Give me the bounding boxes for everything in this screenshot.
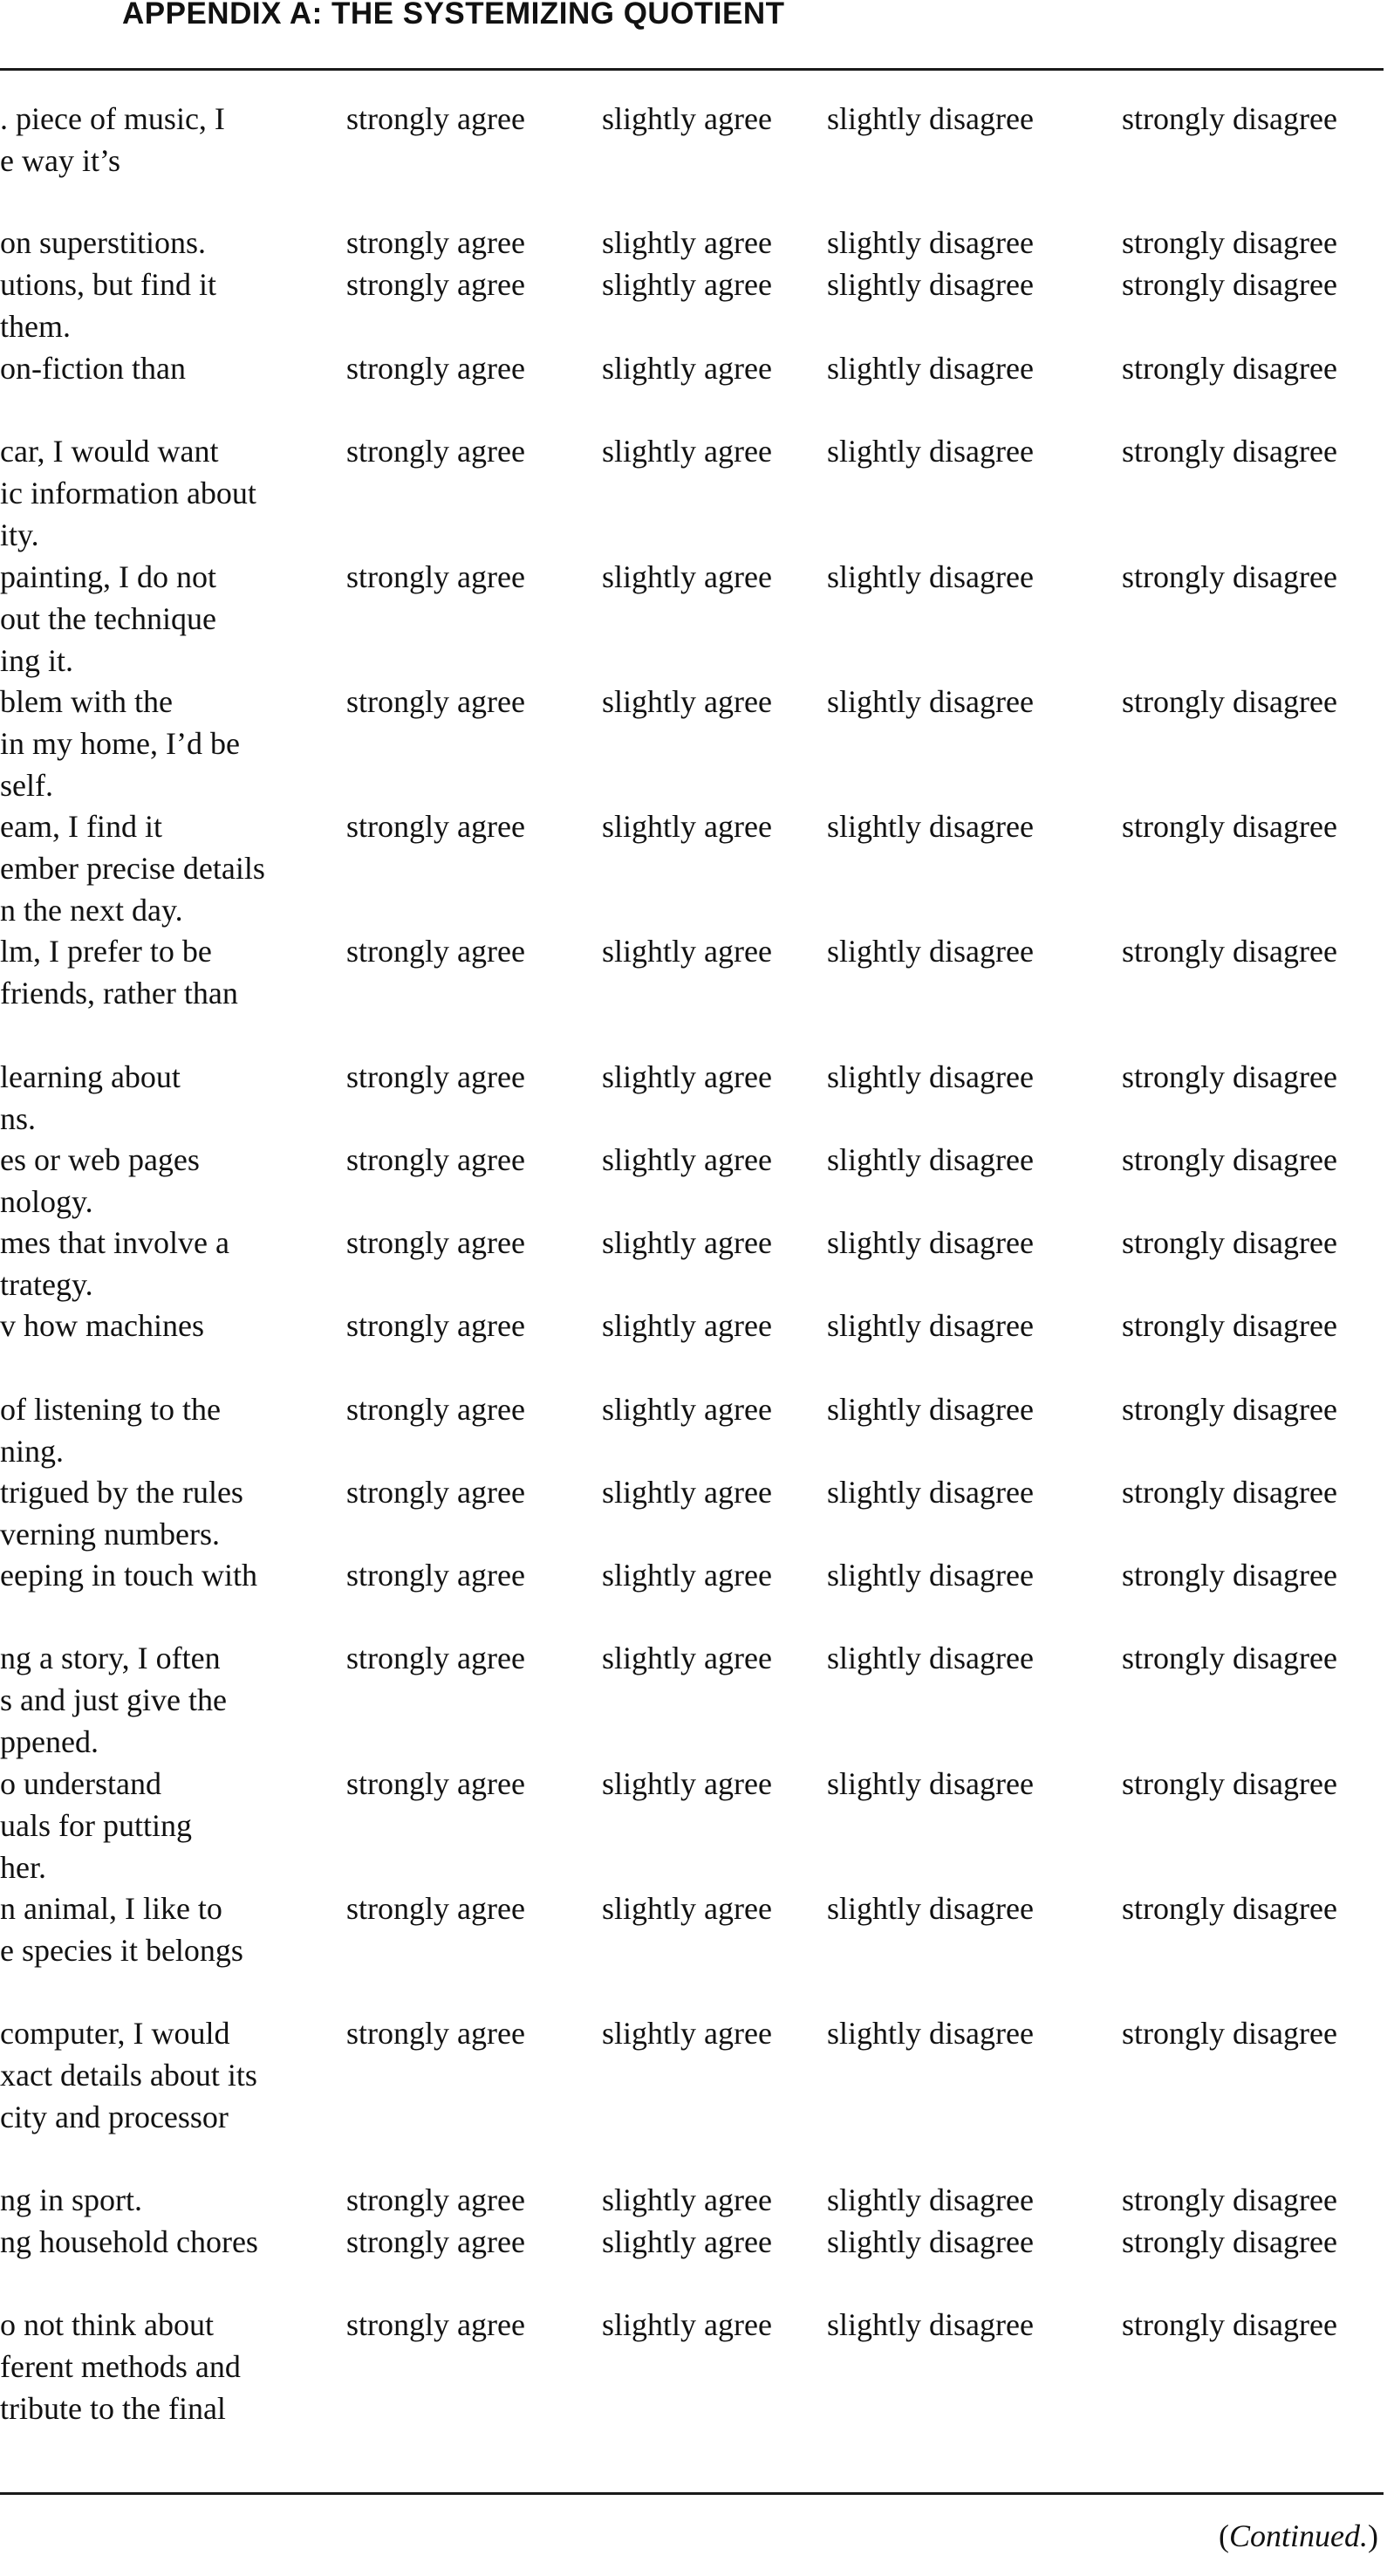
question-line: n animal, I like to xyxy=(0,1891,222,1926)
response-option[interactable]: strongly agree xyxy=(346,559,525,594)
question-text xyxy=(0,264,216,347)
question-line: verning numbers. xyxy=(0,1517,220,1552)
question-line: uals for putting xyxy=(0,1808,192,1843)
response-option[interactable]: slightly disagree xyxy=(827,1641,1034,1675)
question-line: eeping in touch with xyxy=(0,1558,257,1593)
response-option[interactable]: strongly disagree xyxy=(1122,1392,1337,1427)
response-option[interactable]: strongly agree xyxy=(346,2016,525,2051)
response-option[interactable]: slightly agree xyxy=(602,2182,772,2217)
question-text xyxy=(0,1763,192,1888)
response-option[interactable]: strongly disagree xyxy=(1122,1225,1337,1260)
response-option[interactable]: strongly agree xyxy=(346,1308,525,1343)
response-option[interactable]: slightly agree xyxy=(602,1308,772,1343)
response-option[interactable]: slightly disagree xyxy=(827,1142,1034,1177)
question-line: s and just give the xyxy=(0,1682,227,1717)
question-text xyxy=(0,681,240,806)
question-line: eam, I find it xyxy=(0,809,162,844)
response-option[interactable]: slightly agree xyxy=(602,1766,772,1801)
response-option[interactable]: slightly agree xyxy=(602,684,772,719)
question-line: them. xyxy=(0,309,71,344)
response-option[interactable]: strongly disagree xyxy=(1122,1142,1337,1177)
response-option[interactable]: slightly agree xyxy=(602,101,772,136)
response-option[interactable]: slightly agree xyxy=(602,2016,772,2051)
question-line: ng in sport. xyxy=(0,2182,143,2217)
question-text xyxy=(0,98,225,182)
response-option[interactable]: strongly disagree xyxy=(1122,2307,1337,2342)
question-line: trigued by the rules xyxy=(0,1475,243,1510)
question-line: v how machines xyxy=(0,1308,204,1343)
response-option[interactable]: strongly disagree xyxy=(1122,2016,1337,2051)
question-line: e species it belongs xyxy=(0,1933,243,1968)
response-option[interactable]: slightly agree xyxy=(602,434,772,469)
response-option[interactable]: slightly agree xyxy=(602,1059,772,1094)
question-text xyxy=(0,1887,243,1971)
response-option[interactable]: strongly disagree xyxy=(1122,1308,1337,1343)
response-option[interactable]: slightly agree xyxy=(602,1225,772,1260)
question-line: lm, I prefer to be xyxy=(0,934,212,969)
question-line: on-fiction than xyxy=(0,351,186,386)
question-text xyxy=(0,2304,241,2429)
response-option[interactable]: slightly disagree xyxy=(827,1392,1034,1427)
response-option[interactable]: slightly disagree xyxy=(827,225,1034,260)
question-line: her. xyxy=(0,1850,46,1885)
question-line: mes that involve a xyxy=(0,1225,229,1260)
question-text xyxy=(0,1388,221,1472)
question-text xyxy=(0,1222,229,1305)
response-option[interactable]: strongly agree xyxy=(346,809,525,844)
response-option[interactable]: strongly agree xyxy=(346,1059,525,1094)
response-option[interactable]: slightly disagree xyxy=(827,1891,1034,1926)
response-option[interactable]: strongly disagree xyxy=(1122,351,1337,386)
question-line: painting, I do not xyxy=(0,559,216,594)
response-option[interactable]: strongly disagree xyxy=(1122,267,1337,302)
response-option[interactable]: slightly disagree xyxy=(827,559,1034,594)
response-option[interactable]: strongly agree xyxy=(346,434,525,469)
response-option[interactable]: slightly agree xyxy=(602,2224,772,2259)
question-text xyxy=(0,1056,181,1140)
question-line: tribute to the final xyxy=(0,2391,226,2426)
response-option[interactable]: slightly disagree xyxy=(827,1059,1034,1094)
question-text xyxy=(0,930,238,1014)
response-option[interactable]: slightly disagree xyxy=(827,2307,1034,2342)
question-line: ppened. xyxy=(0,1724,99,1759)
response-option[interactable]: strongly agree xyxy=(346,1891,525,1926)
continued-label: Continued. xyxy=(1229,2518,1368,2553)
question-line: . piece of music, I xyxy=(0,101,225,136)
response-option[interactable]: slightly agree xyxy=(602,1558,772,1593)
question-line: computer, I would xyxy=(0,2016,230,2051)
question-line: on superstitions. xyxy=(0,225,207,260)
response-option[interactable]: slightly disagree xyxy=(827,2016,1034,2051)
response-option[interactable]: strongly disagree xyxy=(1122,1641,1337,1675)
response-option[interactable]: strongly disagree xyxy=(1122,101,1337,136)
response-option[interactable]: slightly disagree xyxy=(827,684,1034,719)
question-text xyxy=(0,2179,142,2221)
question-text xyxy=(0,1305,204,1346)
question-line: e way it’s xyxy=(0,143,120,178)
response-option[interactable]: slightly disagree xyxy=(827,351,1034,386)
response-option[interactable]: slightly disagree xyxy=(827,809,1034,844)
question-line: ng household chores xyxy=(0,2224,258,2259)
question-line: ic information about xyxy=(0,476,256,510)
question-line: nology. xyxy=(0,1184,93,1219)
question-text xyxy=(0,556,216,682)
continued-note: (Continued.) xyxy=(1219,2518,1378,2553)
top-rule xyxy=(0,68,1384,71)
response-option[interactable]: slightly disagree xyxy=(827,2224,1034,2259)
response-option[interactable]: strongly agree xyxy=(346,101,525,136)
question-line: o not think about xyxy=(0,2307,214,2342)
question-line: ferent methods and xyxy=(0,2349,241,2384)
response-option[interactable]: slightly agree xyxy=(602,809,772,844)
response-option[interactable]: strongly disagree xyxy=(1122,559,1337,594)
response-option[interactable]: strongly agree xyxy=(346,2224,525,2259)
response-option[interactable]: strongly agree xyxy=(346,1641,525,1675)
response-option[interactable]: slightly agree xyxy=(602,351,772,386)
question-line: o understand xyxy=(0,1766,161,1801)
question-line: ns. xyxy=(0,1101,37,1136)
question-text xyxy=(0,805,265,931)
response-option[interactable]: slightly disagree xyxy=(827,434,1034,469)
response-option[interactable]: strongly disagree xyxy=(1122,1475,1337,1510)
response-option[interactable]: strongly disagree xyxy=(1122,1891,1337,1926)
question-line: car, I would want xyxy=(0,434,219,469)
response-option[interactable]: strongly agree xyxy=(346,1475,525,1510)
response-option[interactable]: slightly agree xyxy=(602,1641,772,1675)
response-option[interactable]: slightly agree xyxy=(602,1475,772,1510)
response-option[interactable]: strongly disagree xyxy=(1122,934,1337,969)
question-line: city and processor xyxy=(0,2100,229,2134)
response-option[interactable]: strongly disagree xyxy=(1122,1059,1337,1094)
question-text xyxy=(0,1554,257,1596)
response-option[interactable]: slightly disagree xyxy=(827,101,1034,136)
response-option[interactable]: strongly agree xyxy=(346,1766,525,1801)
response-option[interactable]: slightly disagree xyxy=(827,934,1034,969)
response-option[interactable]: strongly disagree xyxy=(1122,2182,1337,2217)
response-option[interactable]: slightly agree xyxy=(602,267,772,302)
question-line: learning about xyxy=(0,1059,181,1094)
question-line: es or web pages xyxy=(0,1142,200,1177)
response-option[interactable]: strongly agree xyxy=(346,1225,525,1260)
question-line: out the technique xyxy=(0,601,216,636)
response-option[interactable]: strongly disagree xyxy=(1122,1766,1337,1801)
question-text xyxy=(0,2221,258,2263)
response-option[interactable]: slightly agree xyxy=(602,559,772,594)
response-option[interactable]: slightly disagree xyxy=(827,1308,1034,1343)
response-option[interactable]: strongly agree xyxy=(346,934,525,969)
response-option[interactable]: slightly agree xyxy=(602,1392,772,1427)
response-option[interactable]: slightly disagree xyxy=(827,267,1034,302)
response-option[interactable]: slightly agree xyxy=(602,1891,772,1926)
question-line: ng a story, I often xyxy=(0,1641,221,1675)
response-option[interactable]: slightly agree xyxy=(602,1142,772,1177)
bottom-rule xyxy=(0,2492,1384,2495)
question-line: trategy. xyxy=(0,1267,93,1302)
question-text xyxy=(0,1637,227,1763)
response-option[interactable]: slightly disagree xyxy=(827,1475,1034,1510)
question-line: friends, rather than xyxy=(0,976,238,1011)
response-option[interactable]: strongly agree xyxy=(346,684,525,719)
response-option[interactable]: slightly disagree xyxy=(827,2182,1034,2217)
response-option[interactable]: slightly agree xyxy=(602,2307,772,2342)
question-line: in my home, I’d be xyxy=(0,726,240,761)
response-option[interactable]: slightly agree xyxy=(602,225,772,260)
response-option[interactable]: strongly agree xyxy=(346,2307,525,2342)
response-option[interactable]: strongly disagree xyxy=(1122,1558,1337,1593)
question-line: utions, but find it xyxy=(0,267,217,302)
response-option[interactable]: strongly agree xyxy=(346,225,525,260)
response-option[interactable]: slightly disagree xyxy=(827,1225,1034,1260)
response-option[interactable]: strongly agree xyxy=(346,1392,525,1427)
question-line: ing it. xyxy=(0,643,74,678)
response-option[interactable]: strongly disagree xyxy=(1122,434,1337,469)
response-option[interactable]: slightly agree xyxy=(602,934,772,969)
question-text xyxy=(0,1139,200,1223)
response-option[interactable]: strongly agree xyxy=(346,2182,525,2217)
question-text xyxy=(0,222,206,264)
question-text xyxy=(0,430,256,556)
response-option[interactable]: strongly agree xyxy=(346,351,525,386)
appendix-title: APPENDIX A: THE SYSTEMIZING QUOTIENT xyxy=(122,0,785,31)
response-option[interactable]: strongly agree xyxy=(346,267,525,302)
response-option[interactable]: slightly disagree xyxy=(827,1558,1034,1593)
response-option[interactable]: strongly disagree xyxy=(1122,684,1337,719)
question-text xyxy=(0,2012,257,2138)
response-option[interactable]: strongly disagree xyxy=(1122,809,1337,844)
question-line: ity. xyxy=(0,517,39,552)
response-option[interactable]: strongly disagree xyxy=(1122,225,1337,260)
response-option[interactable]: strongly agree xyxy=(346,1142,525,1177)
question-line: blem with the xyxy=(0,684,173,719)
response-option[interactable]: strongly agree xyxy=(346,1558,525,1593)
question-line: n the next day. xyxy=(0,893,183,928)
response-option[interactable]: slightly disagree xyxy=(827,1766,1034,1801)
question-text xyxy=(0,347,186,389)
question-line: of listening to the xyxy=(0,1392,221,1427)
question-text xyxy=(0,1471,243,1555)
question-line: self. xyxy=(0,768,53,803)
question-line: ember precise details xyxy=(0,851,265,886)
response-option[interactable]: strongly disagree xyxy=(1122,2224,1337,2259)
question-line: xact details about its xyxy=(0,2058,257,2093)
question-line: ning. xyxy=(0,1434,65,1469)
